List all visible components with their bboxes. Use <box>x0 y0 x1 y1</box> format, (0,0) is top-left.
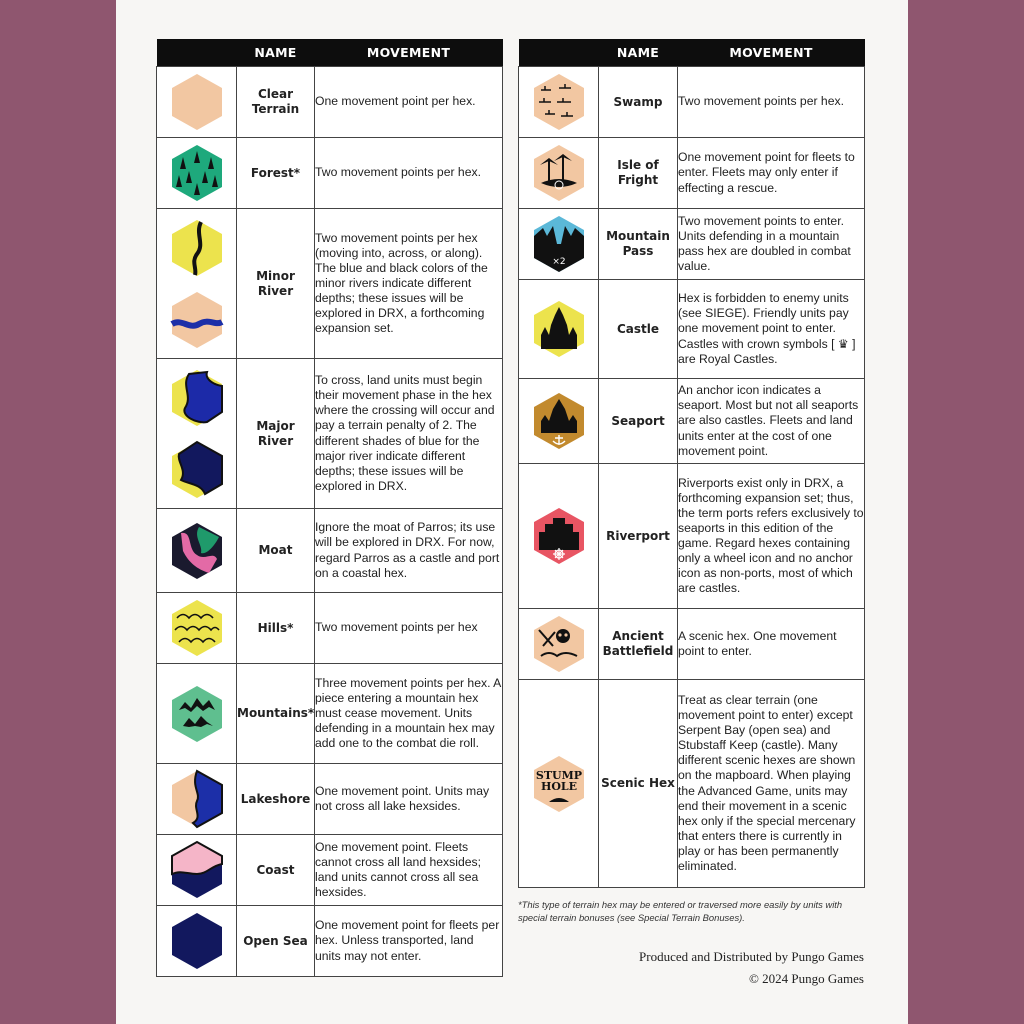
table-row <box>157 906 503 977</box>
forest-hex-icon <box>167 143 227 203</box>
terrain-name: Mountains* <box>237 664 315 764</box>
movement-column-header: MOVEMENT <box>678 39 865 67</box>
terrain-name: Hills* <box>237 593 315 664</box>
publisher-credit: Produced and Distributed by Pungo Games <box>639 949 864 964</box>
open-sea-hex-icon <box>167 911 227 971</box>
terrain-movement: One movement point. Units may not cross all lake hexsides. <box>315 764 503 835</box>
terrain-movement: Two movement points per hex. <box>678 67 865 138</box>
terrain-movement: Riverports exist only in DRX, a forthcoming expansion set; thus, the term ports refers exclusively to seaports in this edition of the game. Regard hexes containing only a wheel icon and no anchor icon as non-ports, most of which are castles. <box>678 464 865 609</box>
terrain-movement: One movement point. Fleets cannot cross all land hexsides; land units cannot cross all sea hexsides. <box>315 835 503 906</box>
terrain-movement: Two movement points per hex. <box>315 138 503 209</box>
terrain-movement: Hex is forbidden to enemy units (see SIEGE). Friendly units pay one movement point to enter. Castles with crown symbols [ ♛ ] are Royal Castles. <box>678 280 865 379</box>
table-row <box>157 359 503 509</box>
minor-river-black-hex-icon <box>167 218 227 278</box>
terrain-movement: An anchor icon indicates a seaport. Most but not all seaports are also castles. Fleets and land units enter at the cost of one movement point. <box>678 379 865 464</box>
terrain-name: Clear Terrain <box>237 67 315 138</box>
terrain-name: Major River <box>237 359 315 509</box>
copyright-notice: © 2024 Pungo Games <box>749 971 864 986</box>
movement-column-header: MOVEMENT <box>315 39 503 67</box>
terrain-movement: Ignore the moat of Parros; its use will be explored in DRX. For now, regard Parros as a castle and port on a coastal hex. <box>315 509 503 593</box>
terrain-name: Minor River <box>237 209 315 359</box>
terrain-name: Forest* <box>237 138 315 209</box>
riverport-hex-icon <box>529 506 589 566</box>
table-row <box>519 280 865 379</box>
scenic-hex-icon <box>529 754 589 814</box>
moat-hex-icon <box>167 521 227 581</box>
table-row <box>157 764 503 835</box>
clear-terrain-hex-icon <box>167 72 227 132</box>
terrain-name: Seaport <box>599 379 678 464</box>
table-row <box>157 664 503 764</box>
terrain-name: Mountain Pass <box>599 209 678 280</box>
table-header <box>157 39 503 67</box>
castle-hex-icon <box>529 299 589 359</box>
terrain-movement: Two movement points per hex <box>315 593 503 664</box>
mountain-pass-hex-icon <box>529 214 589 274</box>
table-row <box>519 209 865 280</box>
scenic-label-line2: HOLE <box>540 779 577 793</box>
terrain-name: Castle <box>599 280 678 379</box>
terrain-name: Isle of Fright <box>599 138 678 209</box>
table-row <box>157 138 503 209</box>
terrain-name: Swamp <box>599 67 678 138</box>
terrain-name: Scenic Hex <box>599 680 678 888</box>
table-row <box>519 67 865 138</box>
terrain-name: Coast <box>237 835 315 906</box>
name-column-header: NAME <box>599 39 678 67</box>
coast-hex-icon <box>167 840 227 900</box>
terrain-name: Lakeshore <box>237 764 315 835</box>
table-row <box>157 67 503 138</box>
name-column-header: NAME <box>237 39 315 67</box>
terrain-name: Ancient Battlefield <box>599 609 678 680</box>
lakeshore-hex-icon <box>167 769 227 829</box>
table-row <box>519 379 865 464</box>
minor-river-blue-hex-icon <box>167 290 227 350</box>
footnote: *This type of terrain hex may be entered or traversed more easily by units with special terrain bonuses (see Special Terrain Bonuses). <box>518 899 843 923</box>
table-header <box>519 39 865 67</box>
ancient-battlefield-hex-icon <box>529 614 589 674</box>
terrain-name: Open Sea <box>237 906 315 977</box>
terrain-movement: Two movement points per hex (moving into, across, or along). The blue and black colors of the minor rivers indicate different depths; these issues will be explored in DRX, a forthcoming expansion set. <box>315 209 503 359</box>
swamp-hex-icon <box>529 72 589 132</box>
terrain-movement: A scenic hex. One movement point to enter. <box>678 609 865 680</box>
seaport-hex-icon <box>529 391 589 451</box>
major-river-dark-hex-icon <box>167 440 227 500</box>
hills-hex-icon <box>167 598 227 658</box>
major-river-hex-icon <box>167 368 227 428</box>
table-row <box>519 138 865 209</box>
table-row <box>519 464 865 609</box>
table-row <box>157 509 503 593</box>
scenic-label-line1: STUMP <box>535 768 582 782</box>
terrain-movement: One movement point for fleets to enter. Fleets may only enter if effecting a rescue. <box>678 138 865 209</box>
mountain-pass-badge: ×2 <box>551 257 566 267</box>
terrain-movement: Two movement points to enter. Units defending in a mountain pass hex are doubled in combat value. <box>678 209 865 280</box>
terrain-movement: One movement point for fleets per hex. Unless transported, land units may not enter. <box>315 906 503 977</box>
terrain-movement: Three movement points per hex. A piece entering a mountain hex must cease movement. Units defending in a mountain hex may add one to the combat die roll. <box>315 664 503 764</box>
terrain-movement: One movement point per hex. <box>315 67 503 138</box>
table-row <box>519 609 865 680</box>
terrain-movement: Treat as clear terrain (one movement point to enter) except Serpent Bay (open sea) and Stubstaff Keep (castle). Many different scenic hexes are shown on the mapboard. When playing the Advanced Game, units may end their movement in a scenic hex only if the special mercenary that enters there is currently in play or has been permanently eliminated. <box>678 680 865 888</box>
terrain-table-right <box>518 39 865 888</box>
terrain-table-left <box>156 39 503 977</box>
mountains-hex-icon <box>167 684 227 744</box>
table-row <box>519 680 865 888</box>
terrain-movement: To cross, land units must begin their movement phase in the hex where the crossing will occur and pay a terrain penalty of 2. The different shades of blue for the major river indicate different depths; these issues will be explored in DRX. <box>315 359 503 509</box>
table-row <box>157 835 503 906</box>
table-row <box>157 593 503 664</box>
isle-of-fright-hex-icon <box>529 143 589 203</box>
terrain-name: Moat <box>237 509 315 593</box>
terrain-name: Riverport <box>599 464 678 609</box>
table-row <box>157 209 503 359</box>
